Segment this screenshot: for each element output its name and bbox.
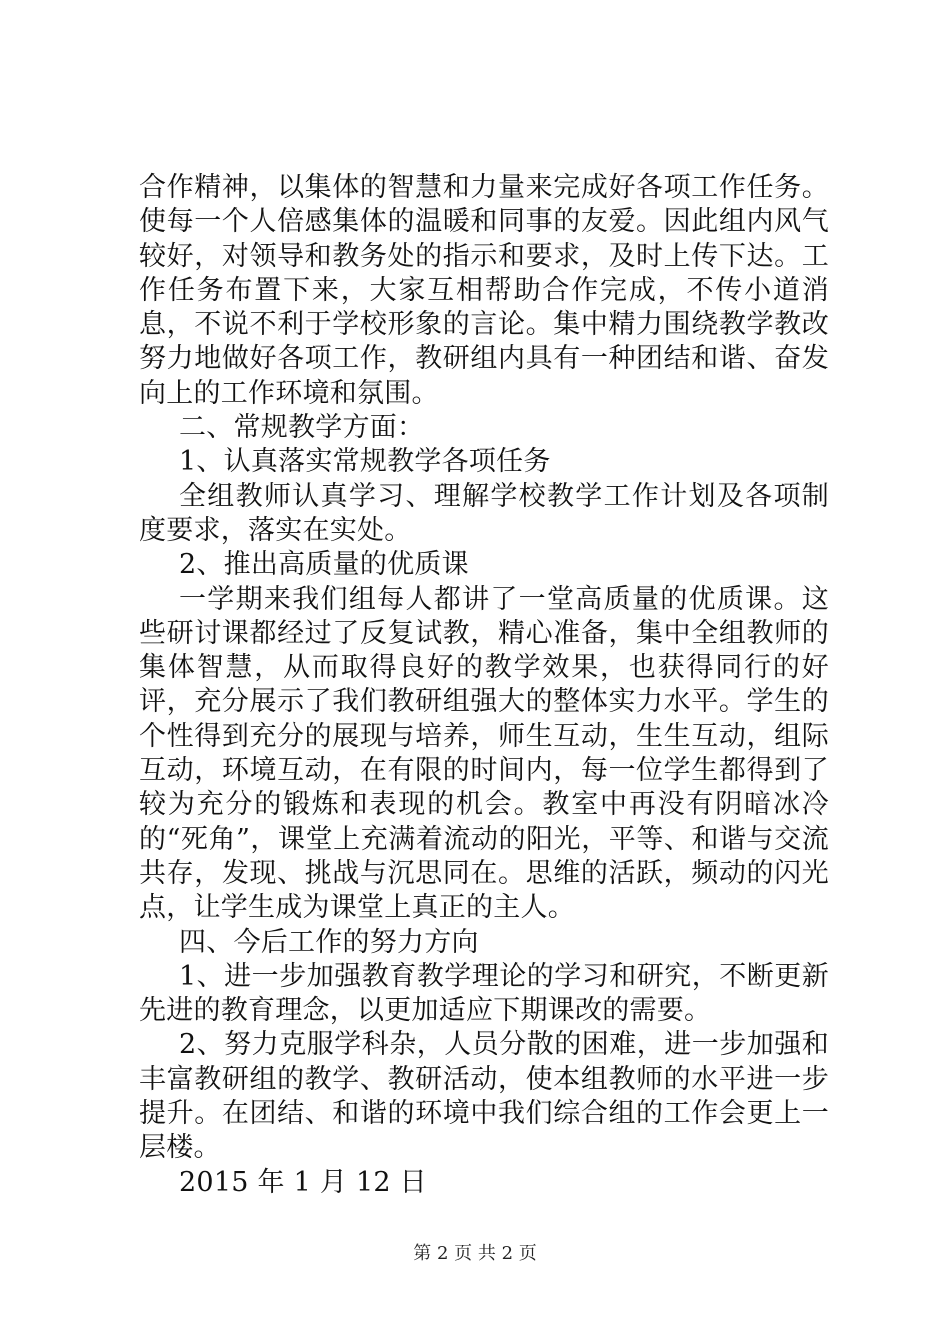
page-footer: 第 2 页 共 2 页 bbox=[413, 1243, 537, 1264]
paragraph-quality-lessons: 一学期来我们组每人都讲了一堂高质量的优质课。这些研讨课都经过了反复试教，精心准备，集中全组教师的集体智慧，从而取得良好的教学效果，也获得同行的好评，充分展示了我们教研组强大的整体实力水平。学生的个性得到充分的展现与培养，师生互动，生生互动，组际互动，环境互动，在有限的时间内，每一位学生都得到了较为充分的锻炼和表现的机会。教室中再没有阴暗冰冷的“死角”，课堂上充满着流动的阳光，平等、和谐与交流共存，发现、挑战与沉思同在。思维的活跃，频动的闪光点，让学生成为课堂上真正的主人。 bbox=[139, 583, 829, 924]
paragraph-teamwork: 合作精神，以集体的智慧和力量来完成好各项工作任务。使每一个人倍感集体的温暖和同事的友爱。因此组内风气较好，对领导和教务处的指示和要求，及时上传下达。工作任务布置下来，大家互相帮助合作完成，不传小道消息，不说不利于学校形象的言论。集中精力围绕教学教改努力地做好各项工作，教研组内具有一种团结和谐、奋发向上的工作环境和氛围。 bbox=[139, 172, 829, 409]
document-date: 2015 年 1 月 12 日 bbox=[179, 1166, 427, 1198]
heading-quality-lessons: 2、推出高质量的优质课 bbox=[179, 549, 469, 581]
heading-routine-teaching: 二、常规教学方面： bbox=[179, 412, 425, 444]
paragraph-implement-tasks: 全组教师认真学习、理解学校教学工作计划及各项制度要求，落实在实处。 bbox=[139, 480, 829, 546]
heading-implement-tasks: 1、认真落实常规教学各项任务 bbox=[179, 446, 551, 478]
paragraph-future-item-1: 1、进一步加强教育教学理论的学习和研究，不断更新先进的教育理念，以更加适应下期课改的需要。 bbox=[139, 960, 829, 1027]
paragraph-future-item-2: 2、努力克服学科杂，人员分散的困难，进一步加强和丰富教研组的教学、教研活动，使本组教师的水平进一步提升。在团结、和谐的环境中我们综合组的工作会更上一层楼。 bbox=[139, 1029, 829, 1164]
document-body bbox=[139, 171, 829, 1200]
heading-future-direction: 四、今后工作的努力方向 bbox=[179, 926, 479, 958]
